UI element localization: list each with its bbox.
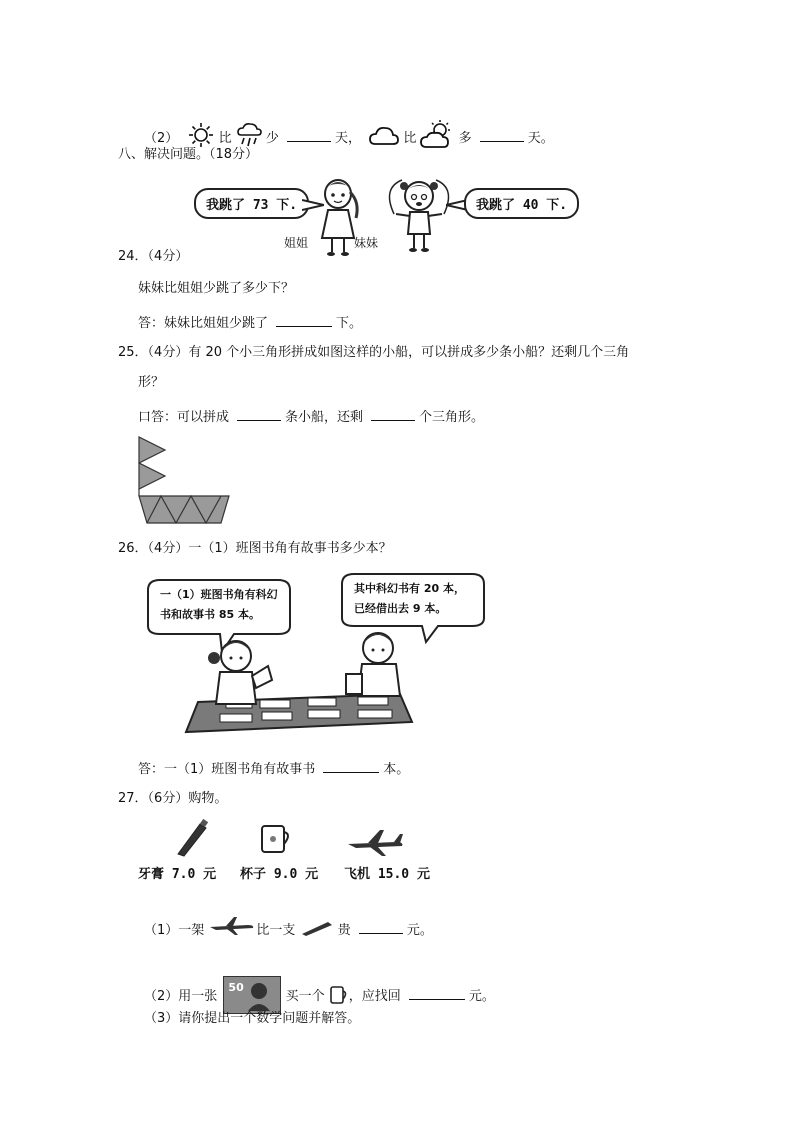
answer-blank-1[interactable] [287, 127, 331, 142]
q24-header: 24．（4分） [118, 249, 189, 264]
younger-sister-figure [382, 178, 456, 258]
answer-prefix: 答：一（1）班图书角有故事书 [138, 762, 316, 777]
speech-bubble-left-line1: 一（1）班图书角有科幻 [160, 588, 278, 601]
airplane-icon [346, 828, 406, 858]
q27-sub2 [144, 976, 495, 1014]
q26-answer-line [138, 758, 409, 779]
q25-question-line1: 25．（4分）有 20 个小三角形拼成如图这样的小船，可以拼成多少条小船？还剩几个三角 [118, 345, 630, 360]
section-title: 八、解决问题。（18分） [118, 147, 259, 162]
speech-bubble-right-line2: 已经借出去 9 本。 [354, 602, 447, 615]
q27-header: 27．（6分）购物。 [118, 791, 228, 806]
sun-cloud-icon [420, 120, 454, 156]
price-cup: 杯子 9.0 元 [240, 867, 319, 882]
q24-question: 妹妹比姐姐少跳了多少下？ [138, 281, 295, 296]
sub2-text-d: 元。 [468, 989, 495, 1004]
skipping-rope-illustration [194, 178, 584, 258]
q25-answer-line [138, 406, 484, 427]
book-corner-illustration [138, 572, 488, 740]
answer-part-c: 个三角形。 [419, 410, 485, 425]
sub1-text-b: 比一支 [256, 923, 296, 938]
banknote-50-icon [223, 976, 281, 1014]
less-word: 少 [265, 131, 279, 146]
sub1-text-a: （1）一架 [144, 923, 205, 938]
sub2-text-a: （2）用一张 [144, 989, 218, 1004]
answer-blank-triangles[interactable] [371, 406, 415, 421]
unit-day-1: 天， [335, 131, 362, 146]
q27-sub1 [144, 916, 433, 942]
triangle-boat-figure [138, 436, 230, 526]
label-younger-sister: 妹妹 [354, 236, 379, 250]
q26-header: 26．（4分）一（1）班图书角有故事书多少本？ [118, 541, 392, 556]
sub1-text-c: 贵 [337, 923, 351, 938]
cloud-icon [369, 125, 399, 153]
speech-bubble-left-line2: 书和故事书 85 本。 [160, 608, 260, 621]
airplane-icon [208, 916, 256, 942]
speech-bubble-left: 我跳了 73 下. [194, 188, 309, 219]
answer-suffix: 下。 [336, 316, 363, 331]
banknote-value: 50 [228, 981, 244, 994]
sub2-text-c: ，应找回 [348, 989, 401, 1004]
speech-bubble-right: 我跳了 40 下. [464, 188, 579, 219]
answer-part-b: 条小船，还剩 [285, 410, 364, 425]
unit-day-2: 天。 [527, 131, 554, 146]
price-toothpaste: 牙膏 7.0 元 [138, 867, 217, 882]
compare-word-2: 比 [403, 131, 417, 146]
label-older-sister: 姐姐 [284, 236, 309, 250]
toothpaste-icon [172, 818, 212, 858]
sub1-text-d: 元。 [406, 923, 433, 938]
answer-blank-price-difference[interactable] [359, 919, 403, 934]
speech-bubble-right-line1: 其中科幻书有 20 本， [354, 582, 465, 595]
answer-blank-boats[interactable] [237, 406, 281, 421]
answer-suffix: 本。 [383, 762, 410, 777]
shopping-items [138, 818, 428, 892]
sub2-text-b: 买一个 [285, 989, 325, 1004]
answer-blank-change[interactable] [409, 985, 465, 1000]
answer-part-a: 口答：可以拼成 [138, 410, 230, 425]
q25-question-line2: 形？ [138, 375, 165, 390]
q24-answer-line [138, 312, 362, 333]
question-number: （2） [144, 131, 179, 146]
cup-icon [258, 820, 294, 856]
answer-blank[interactable] [323, 758, 379, 773]
answer-blank-2[interactable] [480, 127, 524, 142]
compare-word: 比 [218, 131, 232, 146]
toothpaste-icon [300, 918, 334, 942]
more-word: 多 [458, 131, 472, 146]
price-airplane: 飞机 15.0 元 [344, 867, 430, 882]
answer-blank[interactable] [276, 312, 332, 327]
cup-icon [329, 984, 349, 1012]
answer-prefix: 答：妹妹比姐姐少跳了 [138, 316, 269, 331]
q27-sub3: （3）请你提出一个数学问题并解答。 [144, 1011, 361, 1026]
